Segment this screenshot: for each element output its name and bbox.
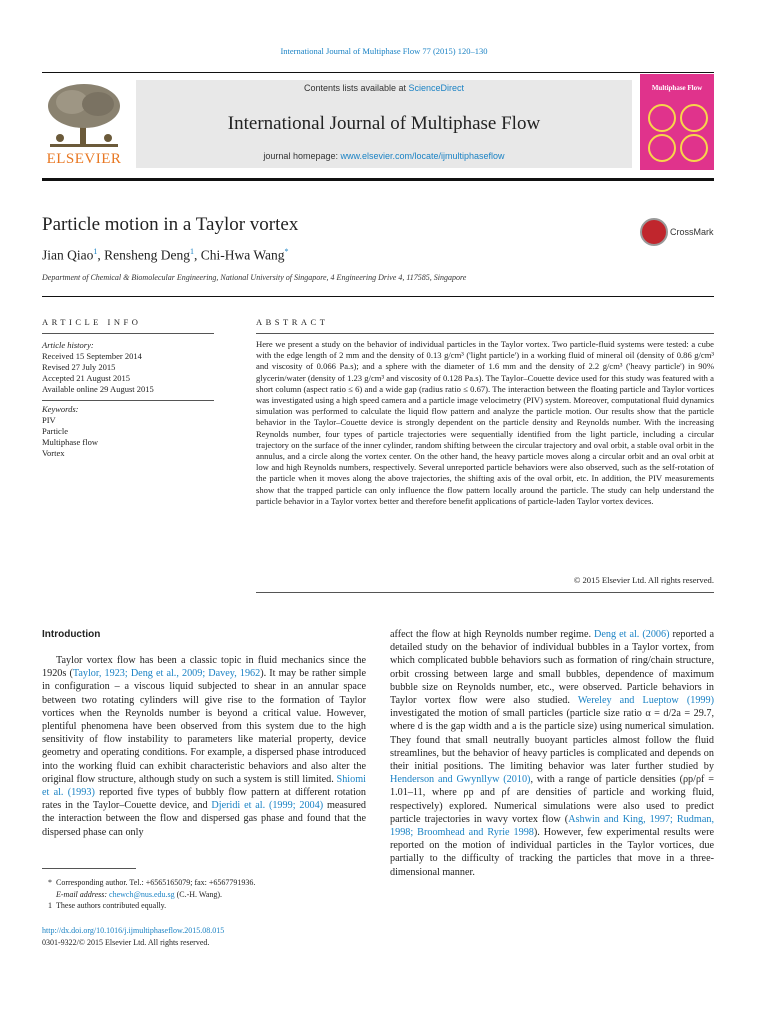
history-item: Accepted 21 August 2015: [42, 373, 131, 383]
cover-ring: [680, 134, 708, 162]
footnote-text: These authors contributed equally.: [56, 901, 167, 910]
citation-link[interactable]: Ashwin and King, 1997; Rudman, 1998; Broomhead and Ryrie 1998: [390, 813, 714, 839]
tree-icon: [42, 80, 126, 152]
history-item: Received 15 September 2014: [42, 351, 142, 361]
footnote-mark: *: [48, 878, 52, 887]
body-paragraph: [42, 654, 366, 839]
author-mark: *: [284, 247, 289, 256]
body-text: Taylor vortex flow has been a classic topic in fluid mechanics since the 1920s (: [42, 655, 366, 680]
author-mark: 1: [189, 247, 194, 256]
body-text: affect the flow at high Reynolds number regime.: [390, 629, 595, 640]
affiliation: Department of Chemical & Biomolecular Engineering, National University of Singapore, 4 Engineering Drive 4, 117585, Singapore: [42, 273, 467, 282]
journal-cover-image: [640, 74, 714, 170]
homepage-link[interactable]: www.elsevier.com/locate/ijmultiphaseflow: [340, 151, 505, 161]
email-label: E-mail address:: [56, 889, 110, 899]
keyword: PIV: [42, 415, 56, 425]
cover-title: Multiphase Flow: [651, 84, 703, 92]
sciencedirect-link[interactable]: ScienceDirect: [408, 83, 465, 93]
history-item: Available online 29 August 2015: [42, 384, 154, 394]
issn-line: 0301-9322/© 2015 Elsevier Ltd. All rights reserved.: [42, 937, 210, 947]
abstract-heading: ABSTRACT: [256, 317, 329, 327]
footnotes: [42, 877, 366, 912]
abstract-text: Here we present a study on the behavior of individual particles in the Taylor vortex. Two particle-fluid systems were tested: a cube with the edge length of 2 mm and the density of 0.13 g/cm³ ('light particle') in a working fluid of mineral oil (density of 0.86 g/cm³ and viscosity of 0.066 Pa.s); and a sphere with the diameter of 1.6 mm and the density of 2.2 g/cm³ ('heavy particle') in 90% glycerin/water (density of 1.23 g/cm³ and viscosity of 0.128 Pa.s). The Taylor–Couette device used for this study was featured with a short column (aspect ratio ≤ 6) and a wide gap (radius ratio ≤ 0.67). The interaction between the floating particle and Taylor vortices was investigated using a high speed camera and a particle image velocimetry (PIV) system. Moreover, computational fluid dynamics simulation was performed to calculate the liquid flow pattern and analyze the particle motion. Our results show that the particle behavior in the Taylor–Couette device is strongly dependent on the particle density and Reynolds number. With the increasing Reynolds number, four types of particle trajectories were sequentially identified from the light particle, including a circular trajectory on the surface of the inner cylinder, random shifting between the circular trajectory and oval orbit, a stable oval orbit in the annulus, and a circle along the vortex center. On the other hand, the heavy particle moves along a circular orbit and an oval orbit at low and high Reynolds numbers, respectively. Several unreported particle behaviors were also observed, such as the self-rotation of the particle when it moves along the above trajectories, the shifting axis of the oval orbit, etc. In addition, the PIV measurements show that the trapped particle can only influence the flow pattern locally around the particle. The study can help understand the particle behavior in a Taylor vortex better and therefore benefit applications of particle-laden Taylor vortex devices.: [256, 339, 714, 506]
info-rule: [42, 400, 214, 401]
body-right-column: [390, 628, 714, 879]
body-text: investigated the motion of small particles (particle size ratio α = d/2a = 29.7, where d is the gap width and a is the particle size) using numerical simulation. They found that small neutrally buoyant particles almost follow the fluid streamlines, but the behavior of heavy particles is complicated and depends on their initial positions. The limiting behavior was later further studied by: [390, 708, 714, 773]
body-left-column: [42, 654, 366, 839]
doi-block: [42, 925, 224, 948]
abstract-bottom-rule: [256, 592, 714, 593]
author-list: Jian Qiao$^1$, Rensheng Deng$^1$, Chi-Hwa Wang*: [42, 247, 289, 263]
footnote-mark: 1: [48, 901, 52, 910]
doi-link[interactable]: http://dx.doi.org/10.1016/j.ijmultiphaseflow.2015.08.015: [42, 926, 225, 935]
citation-link[interactable]: Djeridi et al. (1999; 2004): [211, 800, 324, 812]
crossmark-label: CrossMark: [670, 227, 714, 237]
keywords: [42, 404, 214, 459]
author-name[interactable]: Rensheng Deng: [104, 247, 190, 263]
crossmark-icon: [640, 218, 668, 246]
contents-prefix: Contents lists available at: [303, 83, 409, 93]
journal-citation-link[interactable]: International Journal of Multiphase Flow 77 (2015) 120–130: [280, 46, 488, 56]
citation-link[interactable]: Deng et al. (2006): [594, 629, 670, 640]
footnote-equal: [42, 900, 366, 912]
body-paragraph: [390, 628, 714, 879]
journal-title: International Journal of Multiphase Flow: [227, 113, 541, 134]
abstract-copyright: © 2015 Elsevier Ltd. All rights reserved.: [573, 575, 714, 585]
citation-link[interactable]: Wereley and Lueptow (1999): [577, 695, 715, 707]
section-heading-introduction: Introduction: [42, 629, 101, 640]
body-text: reported five types of bubbly flow pattern at different rotation rates in the Taylor–Couette device, and: [42, 787, 366, 812]
article-title: Particle motion in a Taylor vortex: [42, 214, 299, 235]
footnote-corresponding: [42, 877, 366, 889]
abstract-rule: [256, 333, 714, 334]
author-mark: 1: [93, 247, 98, 256]
body-text: measured the interaction between the flow and dispersed gas phase and found that the dispersed phase can only: [42, 800, 366, 838]
elsevier-logo: [42, 80, 126, 168]
journal-banner: [136, 80, 632, 168]
history-item: Revised 27 July 2015: [42, 362, 116, 372]
footnote-rule: [42, 868, 136, 869]
crossmark-button[interactable]: [640, 218, 720, 248]
contents-line: [136, 83, 632, 93]
email-suffix: (C.-H. Wang).: [174, 889, 223, 899]
body-text: reported a detailed study on the behavior of individual bubbles in a Taylor vortex, from which complicated bubble behaviors such as formation of ring/chain structure, orbit crossing between large and small bubbles, dependence of maximum bubble size on Reynolds number, etc., were observed. Particle behaviors in Taylor vortex flow were also studied.: [390, 629, 714, 707]
info-rule: [42, 333, 214, 334]
email-link[interactable]: chewch@nus.edu.sg: [109, 889, 175, 899]
keyword: Multiphase flow: [42, 437, 98, 447]
elsevier-wordmark: ELSEVIER: [46, 151, 122, 167]
citation-link[interactable]: Shiomi et al. (1993): [42, 773, 366, 799]
header-rule: [42, 72, 714, 73]
title-bottom-rule: [42, 296, 714, 297]
footnote-text: Corresponding author. Tel.: +6565165079; fax: +6567791936.: [56, 878, 256, 887]
cover-ring: [648, 134, 676, 162]
body-text: ). However, few experimental results were reported on the motion of individual particles in the Taylor vortices, due partially to the difficulty of tracking the particles that move in a three-dimensional manner.: [390, 827, 714, 878]
homepage-line: [136, 151, 632, 161]
banner-bottom-rule: [42, 178, 714, 181]
body-text: ). It may be rather simple in configuration – a viscous liquid subjected to shear in an annular space between two rotating cylinders will give rise to the formation of Taylor vortices when the Reynolds number is beyond a critical value. However, plentiful phenomena have been observed from this system due to the high sensitivity of flow instability to parameters like material property, device geometry and operating conditions. For example, a dispersed phase introduced into the working fluid can exhibit characteristic behaviors and also alter the original flow structure, although study on such a system is still limited.: [42, 668, 366, 785]
cover-ring: [680, 104, 708, 132]
keyword: Particle: [42, 426, 68, 436]
citation-link[interactable]: Henderson and Gwynllyw (2010): [390, 774, 531, 786]
article-info-heading: ARTICLE INFO: [42, 317, 142, 327]
footnote-email: [42, 889, 366, 901]
history-label: Article history:: [42, 340, 94, 350]
citation-link[interactable]: Taylor, 1923; Deng et al., 2009; Davey, 1962: [72, 668, 261, 680]
article-info: [42, 340, 214, 395]
homepage-prefix: journal homepage:: [263, 151, 341, 161]
keyword: Vortex: [42, 448, 65, 458]
body-text: , with a range of particle densities (ρp/ρf = 1.01–11, where ρp and ρf are densities of particle and working fluid, respectively) explored. Numerical simulations were also used to predict particle trajectories in wavy vortex flow (: [390, 774, 714, 825]
author-name[interactable]: Jian Qiao: [42, 247, 94, 263]
author-name[interactable]: Chi-Hwa Wang: [200, 247, 285, 263]
cover-ring: [648, 104, 676, 132]
keywords-label: Keywords:: [42, 404, 79, 414]
